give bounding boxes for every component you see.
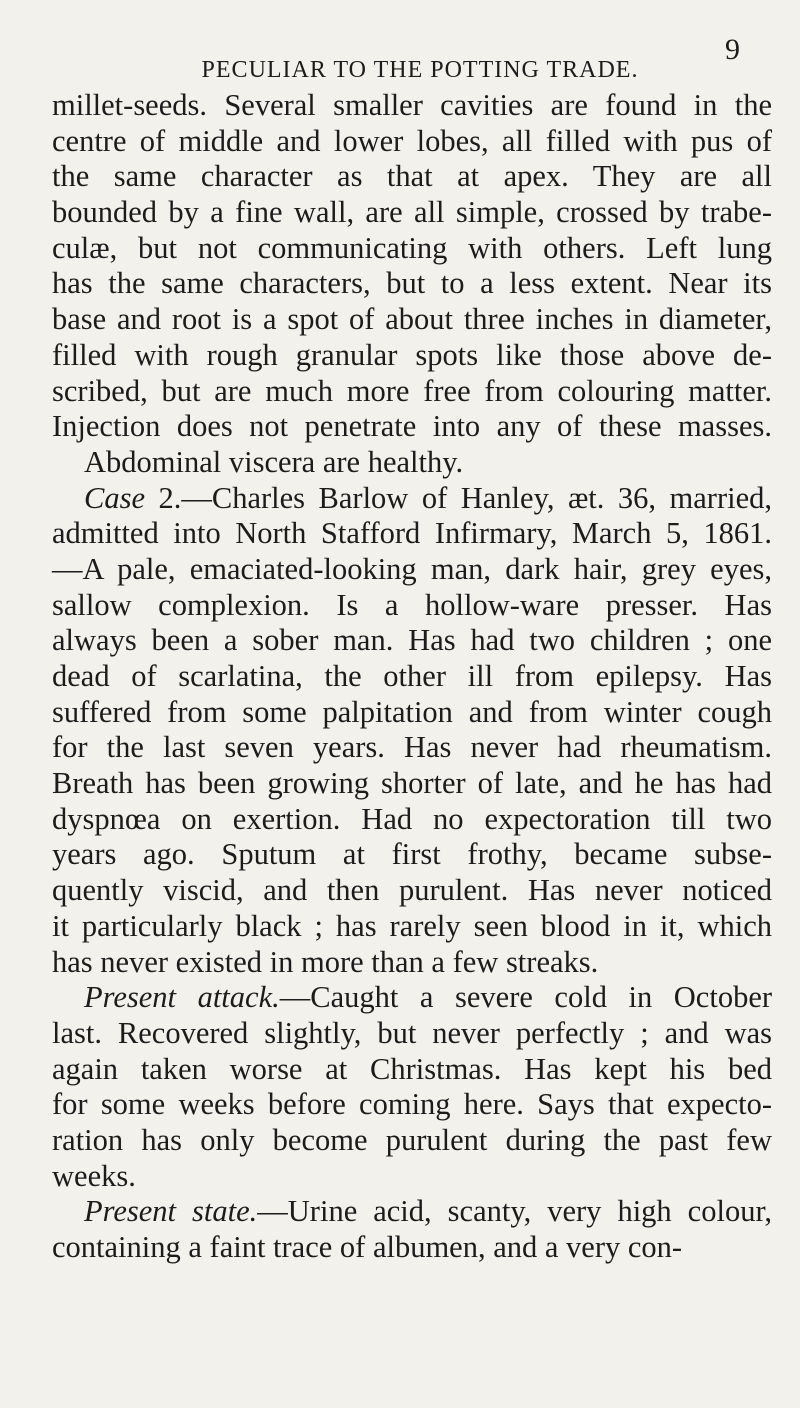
text-line	[52, 623, 772, 659]
italic-heading: Present attack.	[84, 980, 280, 1015]
italic-heading: Case	[84, 480, 145, 515]
text-run: for some weeks before coming here. Says that expecto-	[52, 1087, 772, 1122]
text-line	[52, 588, 772, 624]
text-run: —Urine acid, scanty, very high colour,	[257, 1194, 773, 1229]
text-line	[52, 1159, 772, 1195]
text-line	[52, 695, 772, 731]
text-line	[52, 766, 772, 802]
text-run: base and root is a spot of about three inches in diameter,	[52, 302, 772, 337]
running-title: PECULIAR TO THE POTTING TRADE.	[201, 57, 639, 83]
text-run: —Caught a severe cold in October	[279, 980, 773, 1015]
text-line	[52, 909, 772, 945]
text-line	[52, 1123, 772, 1159]
text-run: Injection does not penetrate into any of these masses.	[52, 409, 772, 444]
text-line	[52, 1087, 772, 1123]
text-run: has the same characters, but to a less extent. Near its	[52, 266, 772, 301]
text-line	[52, 481, 772, 517]
text-line	[52, 552, 772, 588]
text-run: dead of scarlatina, the other ill from epilepsy. Has	[52, 659, 772, 693]
text-line	[52, 659, 772, 695]
text-run: suffered from some palpitation and from winter cough	[52, 694, 772, 729]
text-run: last. Recovered slightly, but never perfectly ; and was	[52, 1015, 772, 1050]
text-run: has never existed in more than a few streaks.	[52, 944, 599, 979]
page-body	[52, 88, 772, 1266]
text-run: again taken worse at Christmas. Has kept his bed	[52, 1051, 772, 1086]
text-run: quently viscid, and then purulent. Has never noticed	[52, 873, 772, 908]
text-line	[52, 837, 772, 873]
text-run: it particularly black ; has rarely seen blood in it, which	[52, 908, 772, 943]
text-line	[52, 1194, 772, 1230]
text-run: for the last seven years. Has never had rheumatism.	[52, 730, 772, 765]
text-run: —A pale, emaciated-looking man, dark hair, grey eyes,	[52, 551, 772, 586]
text-line	[52, 873, 772, 909]
text-run: Breath has been growing shorter of late, and he has had	[52, 766, 772, 801]
text-line	[52, 266, 772, 302]
text-line	[52, 195, 772, 231]
text-run: containing a faint trace of albumen, and a very con-	[52, 1230, 683, 1264]
text-run: culæ, but not communicating with others. Left lung	[52, 230, 772, 265]
page-number: 9	[725, 33, 740, 66]
text-line	[52, 516, 772, 552]
text-run: years ago. Sputum at first frothy, became subse-	[52, 837, 772, 872]
text-run: centre of middle and lower lobes, all filled with pus of	[52, 123, 772, 158]
text-line	[52, 1230, 772, 1266]
text-run: the same character as that at apex. They are all	[52, 159, 772, 194]
text-line	[52, 1016, 772, 1052]
text-run: 2.—Charles Barlow of Hanley, æt. 36, married,	[145, 480, 772, 515]
text-line	[52, 730, 772, 766]
text-run: Abdominal viscera are healthy.	[84, 444, 464, 479]
text-line	[52, 88, 772, 124]
text-line	[52, 1052, 772, 1088]
text-run: bounded by a fine wall, are all simple, crossed by trabe-	[52, 195, 772, 230]
text-run: dyspnœa on exertion. Had no expectoration till two	[52, 801, 772, 836]
text-run: admitted into North Stafford Infirmary, March 5, 1861.	[52, 516, 772, 551]
text-run: weeks.	[52, 1158, 136, 1193]
running-header	[100, 33, 740, 90]
text-line	[52, 445, 772, 481]
text-run: filled with rough granular spots like those above de-	[52, 337, 772, 372]
text-run: sallow complexion. Is a hollow-ware presser. Has	[52, 587, 772, 622]
text-run: scribed, but are much more free from colouring matter.	[52, 373, 772, 408]
text-line	[52, 802, 772, 838]
text-run: ration has only become purulent during the past few	[52, 1122, 772, 1157]
text-run: always been a sober man. Has had two children ; one	[52, 623, 772, 658]
italic-heading: Present state.	[84, 1194, 258, 1229]
text-line	[52, 159, 772, 195]
text-line	[52, 945, 772, 981]
text-line	[52, 231, 772, 267]
text-line	[52, 338, 772, 374]
text-line	[52, 409, 772, 445]
text-line	[52, 124, 772, 160]
text-line	[52, 302, 772, 338]
text-line	[52, 980, 772, 1016]
text-line	[52, 374, 772, 410]
text-run: millet-seeds. Several smaller cavities are found in the	[52, 88, 772, 122]
